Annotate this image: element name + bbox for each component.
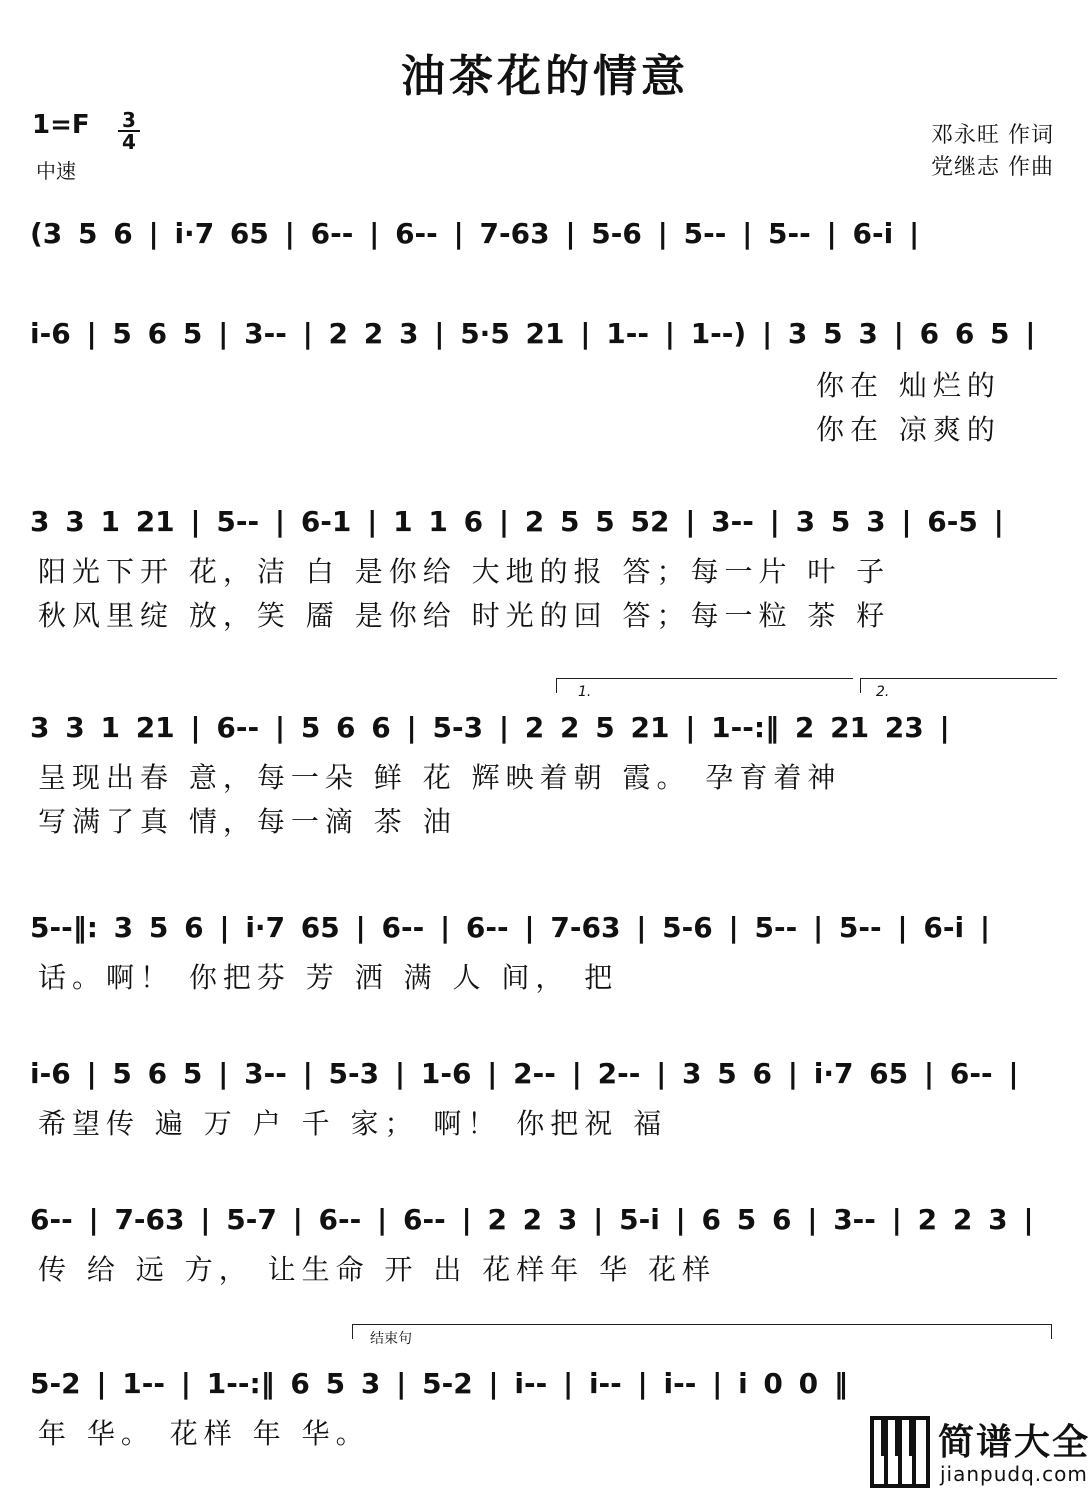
- ending-label: 结束句: [370, 1331, 412, 1347]
- site-logo: [868, 1412, 1090, 1492]
- time-sig-numerator: 3: [118, 110, 140, 132]
- brand-name: 简谱大全: [938, 1422, 1090, 1463]
- lyrics-verse-1: 传 给 远 方， 让生命 开 出 花样年 华 花样: [38, 1253, 717, 1286]
- score-line-3: [30, 502, 1062, 542]
- notes-line: 5--‖: 3 5 6 | i·7 65 | 6-- | 6-- | 7-63 | 5-6 | 5-- | 5-- | 6-i |: [30, 911, 991, 944]
- score-line-2: [30, 314, 1062, 354]
- notes-line: 3 3 1 21 | 6-- | 5 6 6 | 5-3 | 2 2 5 21 | 1--:‖ 2 21 23 |: [30, 711, 950, 744]
- notes-line: 3 3 1 21 | 5-- | 6-1 | 1 1 6 | 2 5 5 52 | 3-- | 3 5 3 | 6-5 |: [30, 505, 1004, 538]
- ending-bracket: [352, 1324, 1052, 1339]
- lyrics-verse-1: 年 华。 花样 年 华。: [38, 1417, 370, 1450]
- time-sig-denominator: 4: [122, 130, 136, 154]
- lyrics-verse-2: 写满了真 情，每一滴 茶 油: [38, 805, 457, 838]
- volta-bracket-2: [860, 678, 1057, 693]
- notes-line: 6-- | 7-63 | 5-7 | 6-- | 6-- | 2 2 3 | 5-i | 6 5 6 | 3-- | 2 2 3 |: [30, 1203, 1034, 1236]
- lyrics-verse-2: 你在 凉爽的: [816, 413, 1001, 446]
- time-signature: [118, 110, 140, 152]
- score-line-8: [30, 1364, 1062, 1404]
- composer-credit: 党继志 作曲: [931, 155, 1054, 180]
- lyricist-credit: 邓永旺 作词: [931, 123, 1054, 148]
- song-title: 油茶花的情意: [401, 51, 689, 102]
- lyrics-verse-1: 阳光下开 花，洁 白 是你给 大地的报 答；每一片 叶 子: [38, 555, 891, 588]
- lyrics-verse-1: 希望传 遍 万 户 千 家； 啊！ 你把祝 福: [38, 1107, 668, 1140]
- lyrics-verse-2: 秋风里绽 放，笑 靥 是你给 时光的回 答；每一粒 茶 籽: [38, 599, 891, 632]
- volta-2-label: 2.: [876, 684, 890, 700]
- score-line-6: [30, 1054, 1062, 1094]
- lyrics-verse-1: 你在 灿烂的: [816, 369, 1001, 402]
- score-line-4: [30, 708, 1062, 748]
- notes-line: i-6 | 5 6 5 | 3-- | 2 2 3 | 5·5 21 | 1-- | 1--) | 3 5 3 | 6 6 5 |: [30, 317, 1036, 350]
- notes-line: (3 5 6 | i·7 65 | 6-- | 6-- | 7-63 | 5-6 | 5-- | 5-- | 6-i |: [30, 217, 920, 250]
- volta-1-label: 1.: [578, 684, 592, 700]
- lyrics-verse-1: 话。啊！ 你把芬 芳 洒 满 人 间， 把: [38, 961, 619, 994]
- notes-line: 5-2 | 1-- | 1--:‖ 6 5 3 | 5-2 | i-- | i-- | i-- | i 0 0 ‖: [30, 1367, 848, 1400]
- score-line-5: [30, 908, 1062, 948]
- score-line-7: [30, 1200, 1062, 1240]
- tempo-marking: 中速: [36, 159, 76, 183]
- notes-line: i-6 | 5 6 5 | 3-- | 5-3 | 1-6 | 2-- | 2-- | 3 5 6 | i·7 65 | 6-- |: [30, 1057, 1019, 1090]
- key-signature: 1=F: [32, 110, 90, 140]
- score-line-1: [30, 214, 1062, 254]
- volta-bracket-1: [556, 678, 853, 693]
- lyrics-verse-1: 呈现出春 意，每一朵 鲜 花 辉映着朝 霞。 孕育着神: [38, 761, 842, 794]
- brand-url: jianpudq.com: [940, 1462, 1088, 1486]
